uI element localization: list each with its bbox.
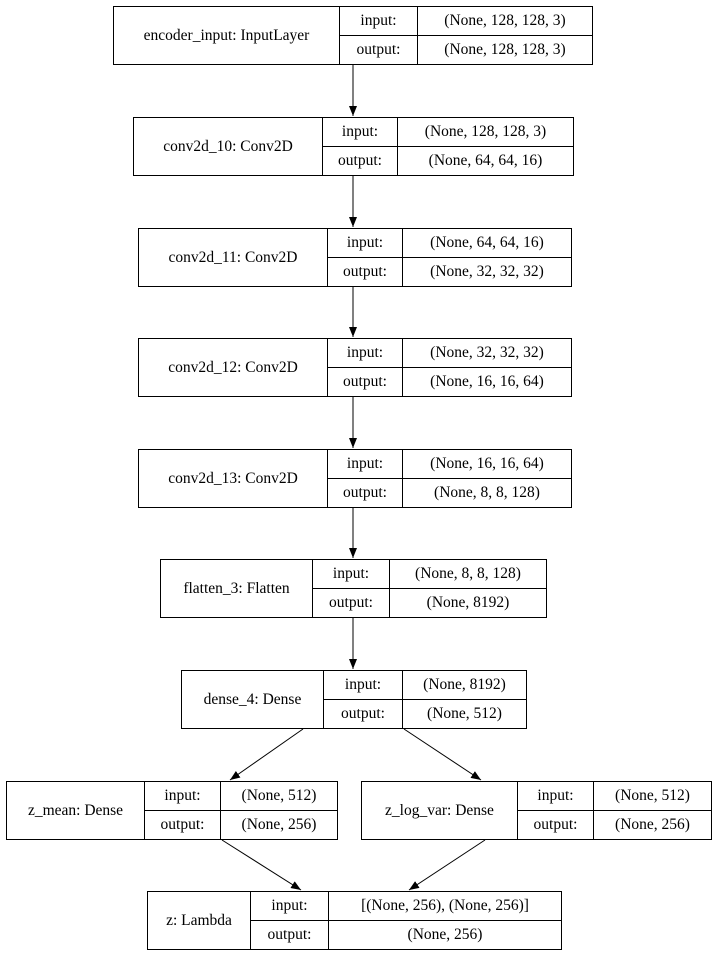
output-shape: (None, 32, 32, 32) [430, 263, 544, 280]
io-row-input [328, 339, 571, 367]
output-shape: (None, 256) [407, 926, 483, 943]
io-row-input [324, 671, 526, 699]
io-row-output [145, 810, 337, 839]
output-shape: (None, 8, 8, 128) [434, 484, 540, 501]
input-label: input: [324, 671, 403, 699]
input-label: input: [328, 450, 403, 478]
output-label: output: [340, 36, 418, 64]
layer-name: conv2d_11: Conv2D [139, 229, 328, 286]
input-label: input: [145, 782, 221, 810]
io-row-output [324, 699, 526, 728]
input-shape: (None, 512) [241, 787, 317, 804]
input-shape: (None, 8192) [423, 676, 506, 693]
io-row-input [518, 782, 711, 810]
input-label: input: [328, 339, 403, 367]
output-shape: (None, 512) [427, 705, 502, 722]
layer-name: conv2d_13: Conv2D [139, 450, 328, 507]
layer-name: conv2d_10: Conv2D [134, 118, 323, 175]
output-label: output: [518, 811, 594, 839]
io-row-input [313, 560, 546, 588]
node-conv2d-11 [138, 228, 572, 287]
output-shape: (None, 256) [615, 816, 690, 833]
io-row-output [313, 588, 546, 617]
node-dense-4 [181, 670, 527, 729]
edge-dense-4-to-z-log-var [404, 729, 481, 780]
output-label: output: [145, 811, 221, 839]
input-shape: (None, 128, 128, 3) [444, 12, 566, 29]
input-shape: (None, 512) [615, 787, 690, 804]
io-row-input [323, 118, 573, 146]
edge-dense-4-to-z-mean [230, 729, 303, 780]
output-shape: (None, 128, 128, 3) [444, 41, 566, 58]
node-conv2d-10 [133, 117, 574, 176]
io-row-output [328, 478, 571, 507]
input-shape: (None, 16, 16, 64) [430, 455, 544, 472]
input-shape: (None, 8, 8, 128) [415, 565, 521, 582]
output-label: output: [251, 921, 329, 949]
input-shape: (None, 64, 64, 16) [430, 234, 544, 251]
output-shape: (None, 256) [241, 816, 317, 833]
output-label: output: [328, 368, 403, 396]
layer-name: z: Lambda [148, 892, 251, 949]
layer-name: conv2d_12: Conv2D [139, 339, 328, 396]
node-encoder-input [113, 6, 593, 65]
io-row-input [251, 892, 561, 920]
input-shape: [(None, 256), (None, 256)] [361, 897, 529, 914]
output-label: output: [324, 700, 403, 728]
node-z [147, 891, 562, 950]
layer-name: z_log_var: Dense [362, 782, 518, 839]
input-label: input: [251, 892, 329, 920]
edge-z-log-var-to-z [409, 840, 485, 890]
node-conv2d-12 [138, 338, 572, 397]
output-label: output: [323, 147, 398, 175]
output-shape: (None, 8192) [426, 594, 510, 611]
input-label: input: [328, 229, 403, 257]
input-label: input: [518, 782, 594, 810]
io-row-output [323, 146, 573, 175]
node-conv2d-13 [138, 449, 572, 508]
input-shape: (None, 128, 128, 3) [424, 123, 547, 140]
input-label: input: [323, 118, 398, 146]
output-shape: (None, 16, 16, 64) [430, 373, 544, 390]
layer-name: flatten_3: Flatten [161, 560, 313, 617]
io-row-input [340, 7, 592, 35]
io-row-input [328, 229, 571, 257]
io-row-output [518, 810, 711, 839]
output-shape: (None, 64, 64, 16) [428, 152, 543, 169]
node-z-log-var [361, 781, 712, 840]
io-row-input [328, 450, 571, 478]
output-label: output: [328, 258, 403, 286]
node-z-mean [6, 781, 338, 840]
input-label: input: [313, 560, 390, 588]
input-label: input: [340, 7, 418, 35]
io-row-output [251, 920, 561, 949]
io-row-output [340, 35, 592, 64]
io-row-output [328, 257, 571, 286]
output-label: output: [313, 589, 390, 617]
input-shape: (None, 32, 32, 32) [430, 344, 544, 361]
layer-name: dense_4: Dense [182, 671, 324, 728]
layer-name: z_mean: Dense [7, 782, 145, 839]
layer-name: encoder_input: InputLayer [114, 7, 340, 64]
node-flatten-3 [160, 559, 547, 618]
output-label: output: [328, 479, 403, 507]
edge-z-mean-to-z [222, 840, 301, 890]
io-row-input [145, 782, 337, 810]
io-row-output [328, 367, 571, 396]
